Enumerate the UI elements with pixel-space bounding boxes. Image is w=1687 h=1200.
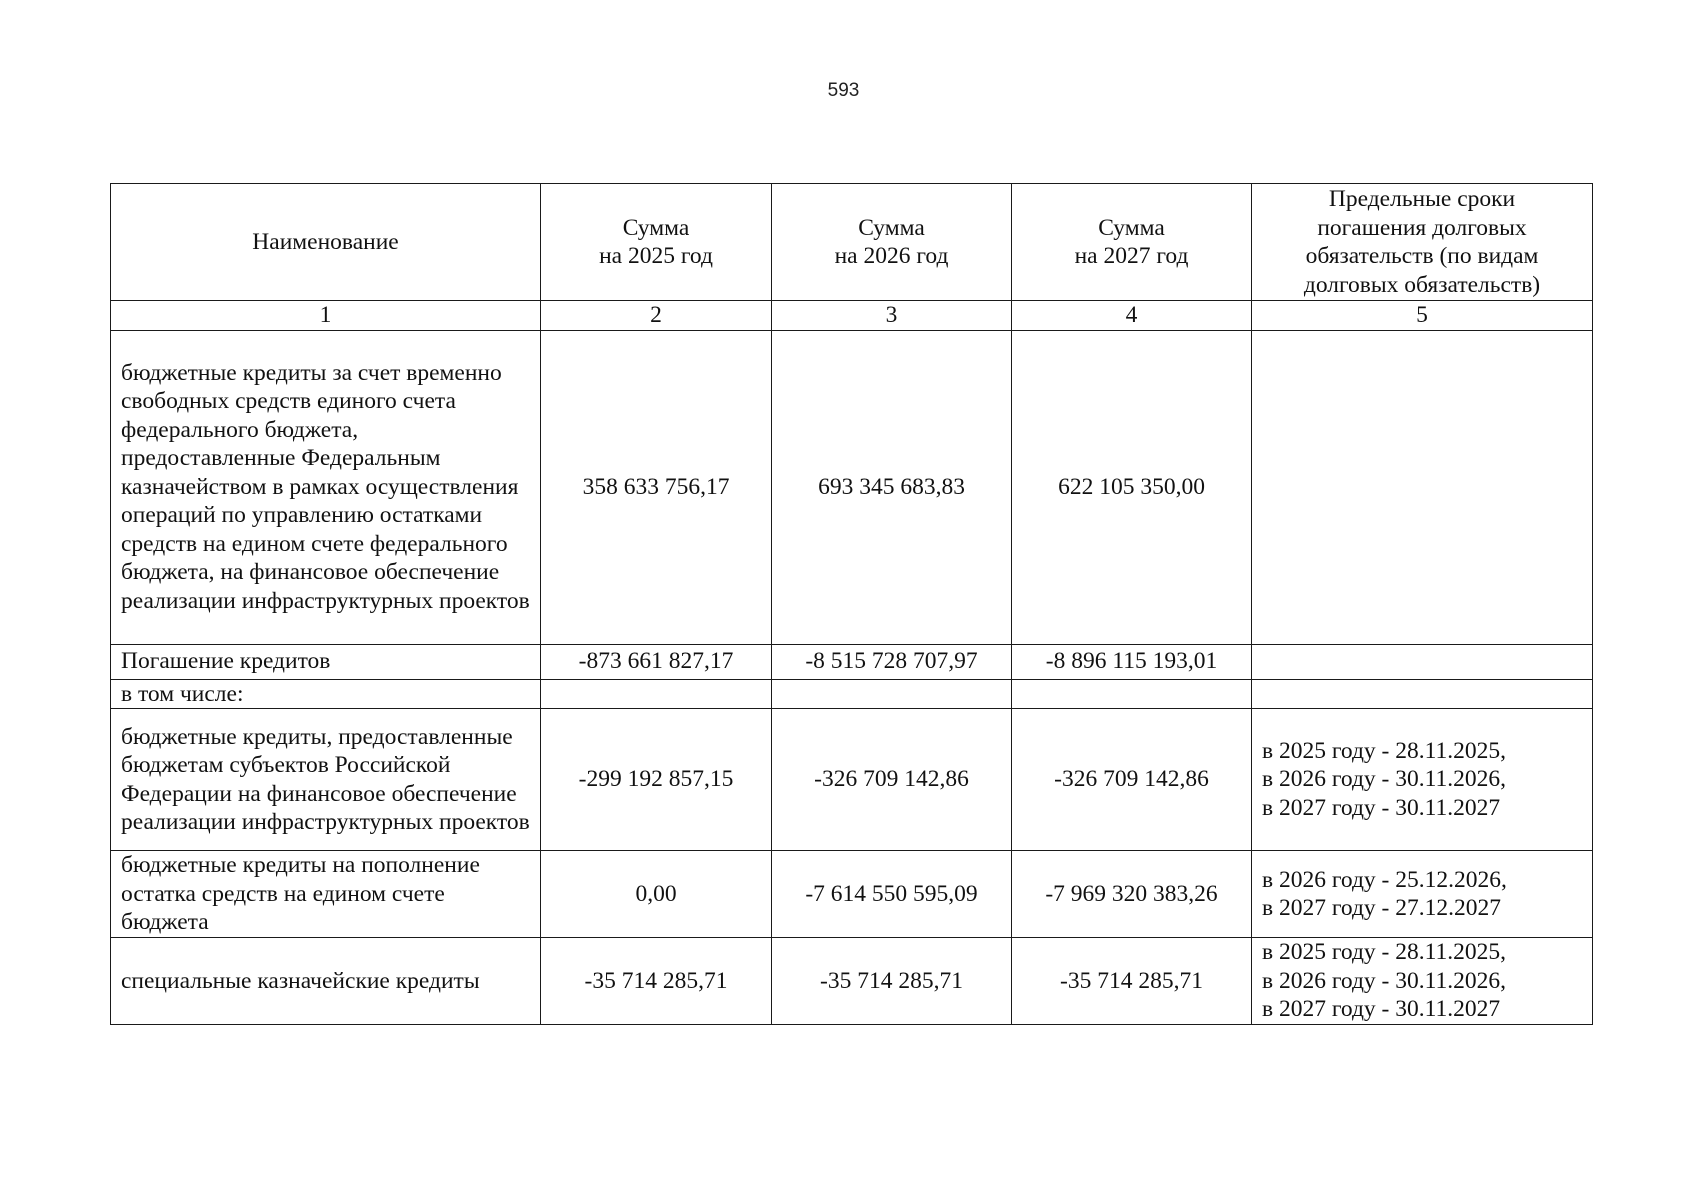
term-line: в 2026 году - 25.12.2026, — [1262, 866, 1507, 893]
column-number: 4 — [1012, 301, 1252, 331]
header-2026 — [772, 184, 1012, 301]
header-terms-line-4: долговых обязательств) — [1303, 271, 1541, 298]
amount-2027: -35 714 285,71 — [1012, 938, 1252, 1025]
table-row — [111, 709, 1593, 851]
repayment-terms — [1252, 851, 1593, 938]
amount-2025: -873 661 827,17 — [541, 644, 772, 679]
row-name: специальные казначейские кредиты — [111, 938, 541, 1025]
amount-2027: -7 969 320 383,26 — [1012, 851, 1252, 938]
column-number: 5 — [1252, 301, 1593, 331]
budget-table — [110, 183, 1593, 1025]
header-2026-line-2: на 2026 год — [834, 243, 949, 269]
header-terms — [1252, 184, 1593, 301]
amount-2026: -326 709 142,86 — [772, 709, 1012, 851]
term-line: в 2027 году - 30.11.2027 — [1262, 996, 1501, 1023]
header-terms-line-2: погашения долговых — [1317, 214, 1527, 241]
table-header-row — [111, 184, 1593, 301]
term-line: в 2027 году - 27.12.2027 — [1262, 895, 1502, 921]
table-row — [111, 938, 1593, 1025]
amount-2026: -8 515 728 707,97 — [772, 644, 1012, 679]
amount-2027: -8 896 115 193,01 — [1012, 644, 1252, 679]
amount-2027: -326 709 142,86 — [1012, 709, 1252, 851]
header-2025 — [541, 184, 772, 301]
repayment-terms — [1252, 679, 1593, 709]
repayment-terms — [1252, 938, 1593, 1025]
header-terms-line-1: Предельные сроки — [1328, 186, 1516, 212]
header-2025-line-2: на 2025 год — [599, 243, 713, 269]
header-2027-line-2: на 2027 год — [1074, 243, 1189, 269]
amount-2026: 693 345 683,83 — [772, 330, 1012, 644]
column-number: 2 — [541, 301, 772, 331]
row-name: в том числе: — [111, 679, 541, 709]
repayment-terms — [1252, 644, 1593, 679]
repayment-terms — [1252, 330, 1593, 644]
row-name: бюджетные кредиты на пополнение остатка средств на едином счете бюджета — [111, 851, 541, 938]
repayment-terms — [1252, 709, 1593, 851]
amount-2025: 358 633 756,17 — [541, 330, 772, 644]
amount-2025: 0,00 — [541, 851, 772, 938]
header-name-line: Наименование — [252, 228, 399, 255]
table-row — [111, 679, 1593, 709]
amount-2026: -7 614 550 595,09 — [772, 851, 1012, 938]
term-line: в 2025 году - 28.11.2025, — [1262, 737, 1507, 764]
table-row — [111, 644, 1593, 679]
header-2026-line-1: Сумма — [858, 214, 925, 241]
row-name: бюджетные кредиты, предоставленные бюджетам субъектов Российской Федерации на финансовое обеспечение реализации инфраструктурных проектов — [111, 709, 541, 851]
page-number: 593 — [827, 80, 860, 101]
table-row — [111, 330, 1593, 644]
column-number: 3 — [772, 301, 1012, 331]
header-name — [111, 184, 541, 301]
term-line: в 2025 году - 28.11.2025, — [1262, 939, 1507, 966]
table-row — [111, 851, 1593, 938]
column-number: 1 — [111, 301, 541, 331]
header-2027-line-1: Сумма — [1098, 214, 1165, 241]
term-line: в 2026 году - 30.11.2026, — [1262, 967, 1507, 994]
header-2027 — [1012, 184, 1252, 301]
amount-2026: -35 714 285,71 — [772, 938, 1012, 1025]
row-name: Погашение кредитов — [111, 644, 541, 679]
amount-2025 — [541, 679, 772, 709]
amount-2025: -299 192 857,15 — [541, 709, 772, 851]
row-name: бюджетные кредиты за счет временно свободных средств единого счета федерального бюджета, предоставленные Федеральным казначейством в рамках осуществления операций по управлению остатками средств на едином счете федерального бюджета, на финансовое обеспечение реализации инфраструктурных проектов — [111, 330, 541, 644]
amount-2025: -35 714 285,71 — [541, 938, 772, 1025]
term-line: в 2027 году - 30.11.2027 — [1262, 794, 1501, 821]
column-number-row — [111, 301, 1593, 331]
amount-2027: 622 105 350,00 — [1012, 330, 1252, 644]
amount-2026 — [772, 679, 1012, 709]
amount-2027 — [1012, 679, 1252, 709]
term-line: в 2026 году - 30.11.2026, — [1262, 766, 1507, 793]
header-2025-line-1: Сумма — [622, 214, 690, 241]
header-terms-line-3: обязательств (по видам — [1305, 243, 1539, 269]
